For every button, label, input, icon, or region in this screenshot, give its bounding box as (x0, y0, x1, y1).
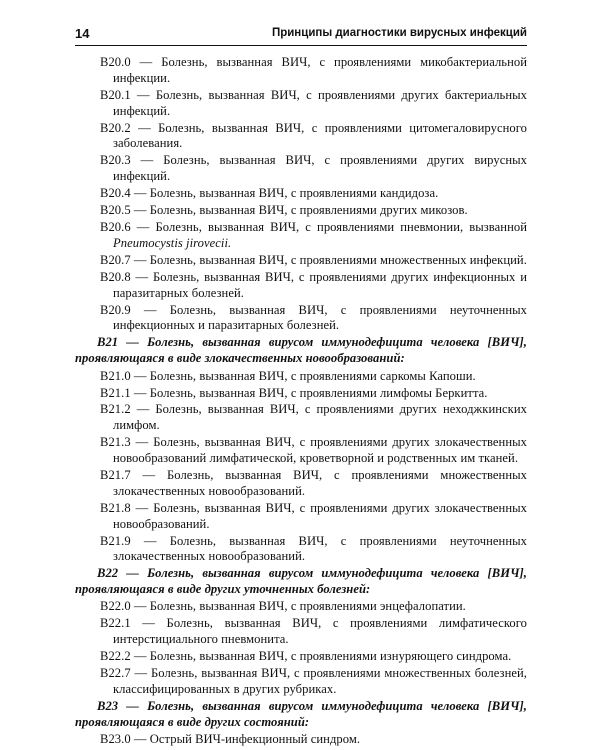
list-item (75, 270, 527, 302)
entry-text: B20.2 — Болезнь, вызванная ВИЧ, с проявлениями цитомегаловирусного заболевания. (100, 120, 527, 151)
list-item (75, 402, 527, 434)
category-heading (75, 566, 527, 598)
entry-text: B22 — Болезнь, вызванная вирусом иммунодефицита человека [ВИЧ], проявляющаяся в виде других уточненных болезней: (75, 566, 527, 597)
list-item (75, 203, 527, 219)
icd-code-list (75, 55, 527, 749)
entry-text: B22.2 — Болезнь, вызванная ВИЧ, с проявлениями изнуряющего синдрома. (100, 649, 512, 664)
list-item (75, 599, 527, 615)
entry-text: B20.9 — Болезнь, вызванная ВИЧ, с проявлениями неуточненных инфекционных и паразитарных болезней. (100, 302, 527, 333)
running-header (75, 25, 527, 46)
entry-text: B22.7 — Болезнь, вызванная ВИЧ, с проявлениями множественных болезней, классифицированных в других рубриках. (100, 666, 527, 697)
entry-text: B21 — Болезнь, вызванная вирусом иммунодефицита человека [ВИЧ], проявляющаяся в виде злокачественных новообразований: (75, 335, 527, 366)
category-heading (75, 335, 527, 367)
list-item (75, 435, 527, 467)
list-item (75, 386, 527, 402)
entry-text: B20.4 — Болезнь, вызванная ВИЧ, с проявлениями кандидоза. (100, 186, 439, 201)
list-item (75, 534, 527, 566)
list-item (75, 616, 527, 648)
entry-text: B20.6 — Болезнь, вызванная ВИЧ, с проявлениями пневмонии, вызванной (100, 220, 527, 235)
entry-text: B21.9 — Болезнь, вызванная ВИЧ, с проявлениями неуточненных злокачественных новообразований. (100, 533, 527, 564)
list-item (75, 468, 527, 500)
list-item (75, 369, 527, 385)
entry-text: B23 — Болезнь, вызванная вирусом иммунодефицита человека [ВИЧ], проявляющаяся в виде других состояний: (75, 699, 527, 729)
list-item (75, 649, 527, 665)
entry-text: B22.0 — Болезнь, вызванная ВИЧ, с проявлениями энцефалопатии. (100, 599, 466, 614)
entry-text: B20.8 — Болезнь, вызванная ВИЧ, с проявлениями других инфекционных и паразитарных болезней. (100, 269, 527, 300)
entry-text: B20.7 — Болезнь, вызванная ВИЧ, с проявлениями множественных инфекций. (100, 252, 527, 267)
list-item (75, 501, 527, 533)
entry-text: B21.1 — Болезнь, вызванная ВИЧ, с проявлениями лимфомы Беркитта. (100, 385, 488, 400)
entry-text: B20.0 — Болезнь, вызванная ВИЧ, с проявлениями микобактериальной инфекции. (100, 55, 527, 85)
entry-text: B20.5 — Болезнь, вызванная ВИЧ, с проявлениями других микозов. (100, 203, 468, 218)
list-item (75, 303, 527, 335)
entry-text: B20.3 — Болезнь, вызванная ВИЧ, с проявлениями других вирусных инфекций. (100, 153, 527, 184)
page-number: 14 (75, 26, 90, 41)
entry-text: B21.2 — Болезнь, вызванная ВИЧ, с проявлениями других неходжкинских лимфом. (100, 402, 527, 433)
list-item (75, 220, 527, 252)
entry-text: B20.1 — Болезнь, вызванная ВИЧ, с проявлениями других бактериальных инфекций. (100, 87, 527, 118)
entry-text: B21.0 — Болезнь, вызванная ВИЧ, с проявлениями саркомы Капоши. (100, 368, 476, 383)
list-item (75, 732, 527, 748)
list-item (75, 666, 527, 698)
list-item (75, 253, 527, 269)
list-item (75, 88, 527, 120)
latin-organism-name: Pneumocystis jirovecii. (113, 235, 232, 250)
entry-text: B21.7 — Болезнь, вызванная ВИЧ, с проявлениями множественных злокачественных новообразований. (100, 468, 527, 498)
entry-text: B21.8 — Болезнь, вызванная ВИЧ, с проявлениями других злокачественных новообразований. (100, 500, 527, 531)
entry-text: B23.0 — Острый ВИЧ-инфекционный синдром. (100, 732, 361, 747)
list-item (75, 55, 527, 87)
list-item (75, 153, 527, 185)
category-heading (75, 699, 527, 731)
list-item (75, 121, 527, 153)
entry-text: B22.1 — Болезнь, вызванная ВИЧ, с проявлениями лимфатического интерстициального пневмонита. (100, 616, 527, 647)
entry-text: B21.3 — Болезнь, вызванная ВИЧ, с проявлениями других злокачественных новообразований лимфатической, кроветворной и родственных им тканей. (100, 435, 527, 466)
list-item (75, 186, 527, 202)
running-title: Принципы диагностики вирусных инфекций (271, 27, 527, 39)
